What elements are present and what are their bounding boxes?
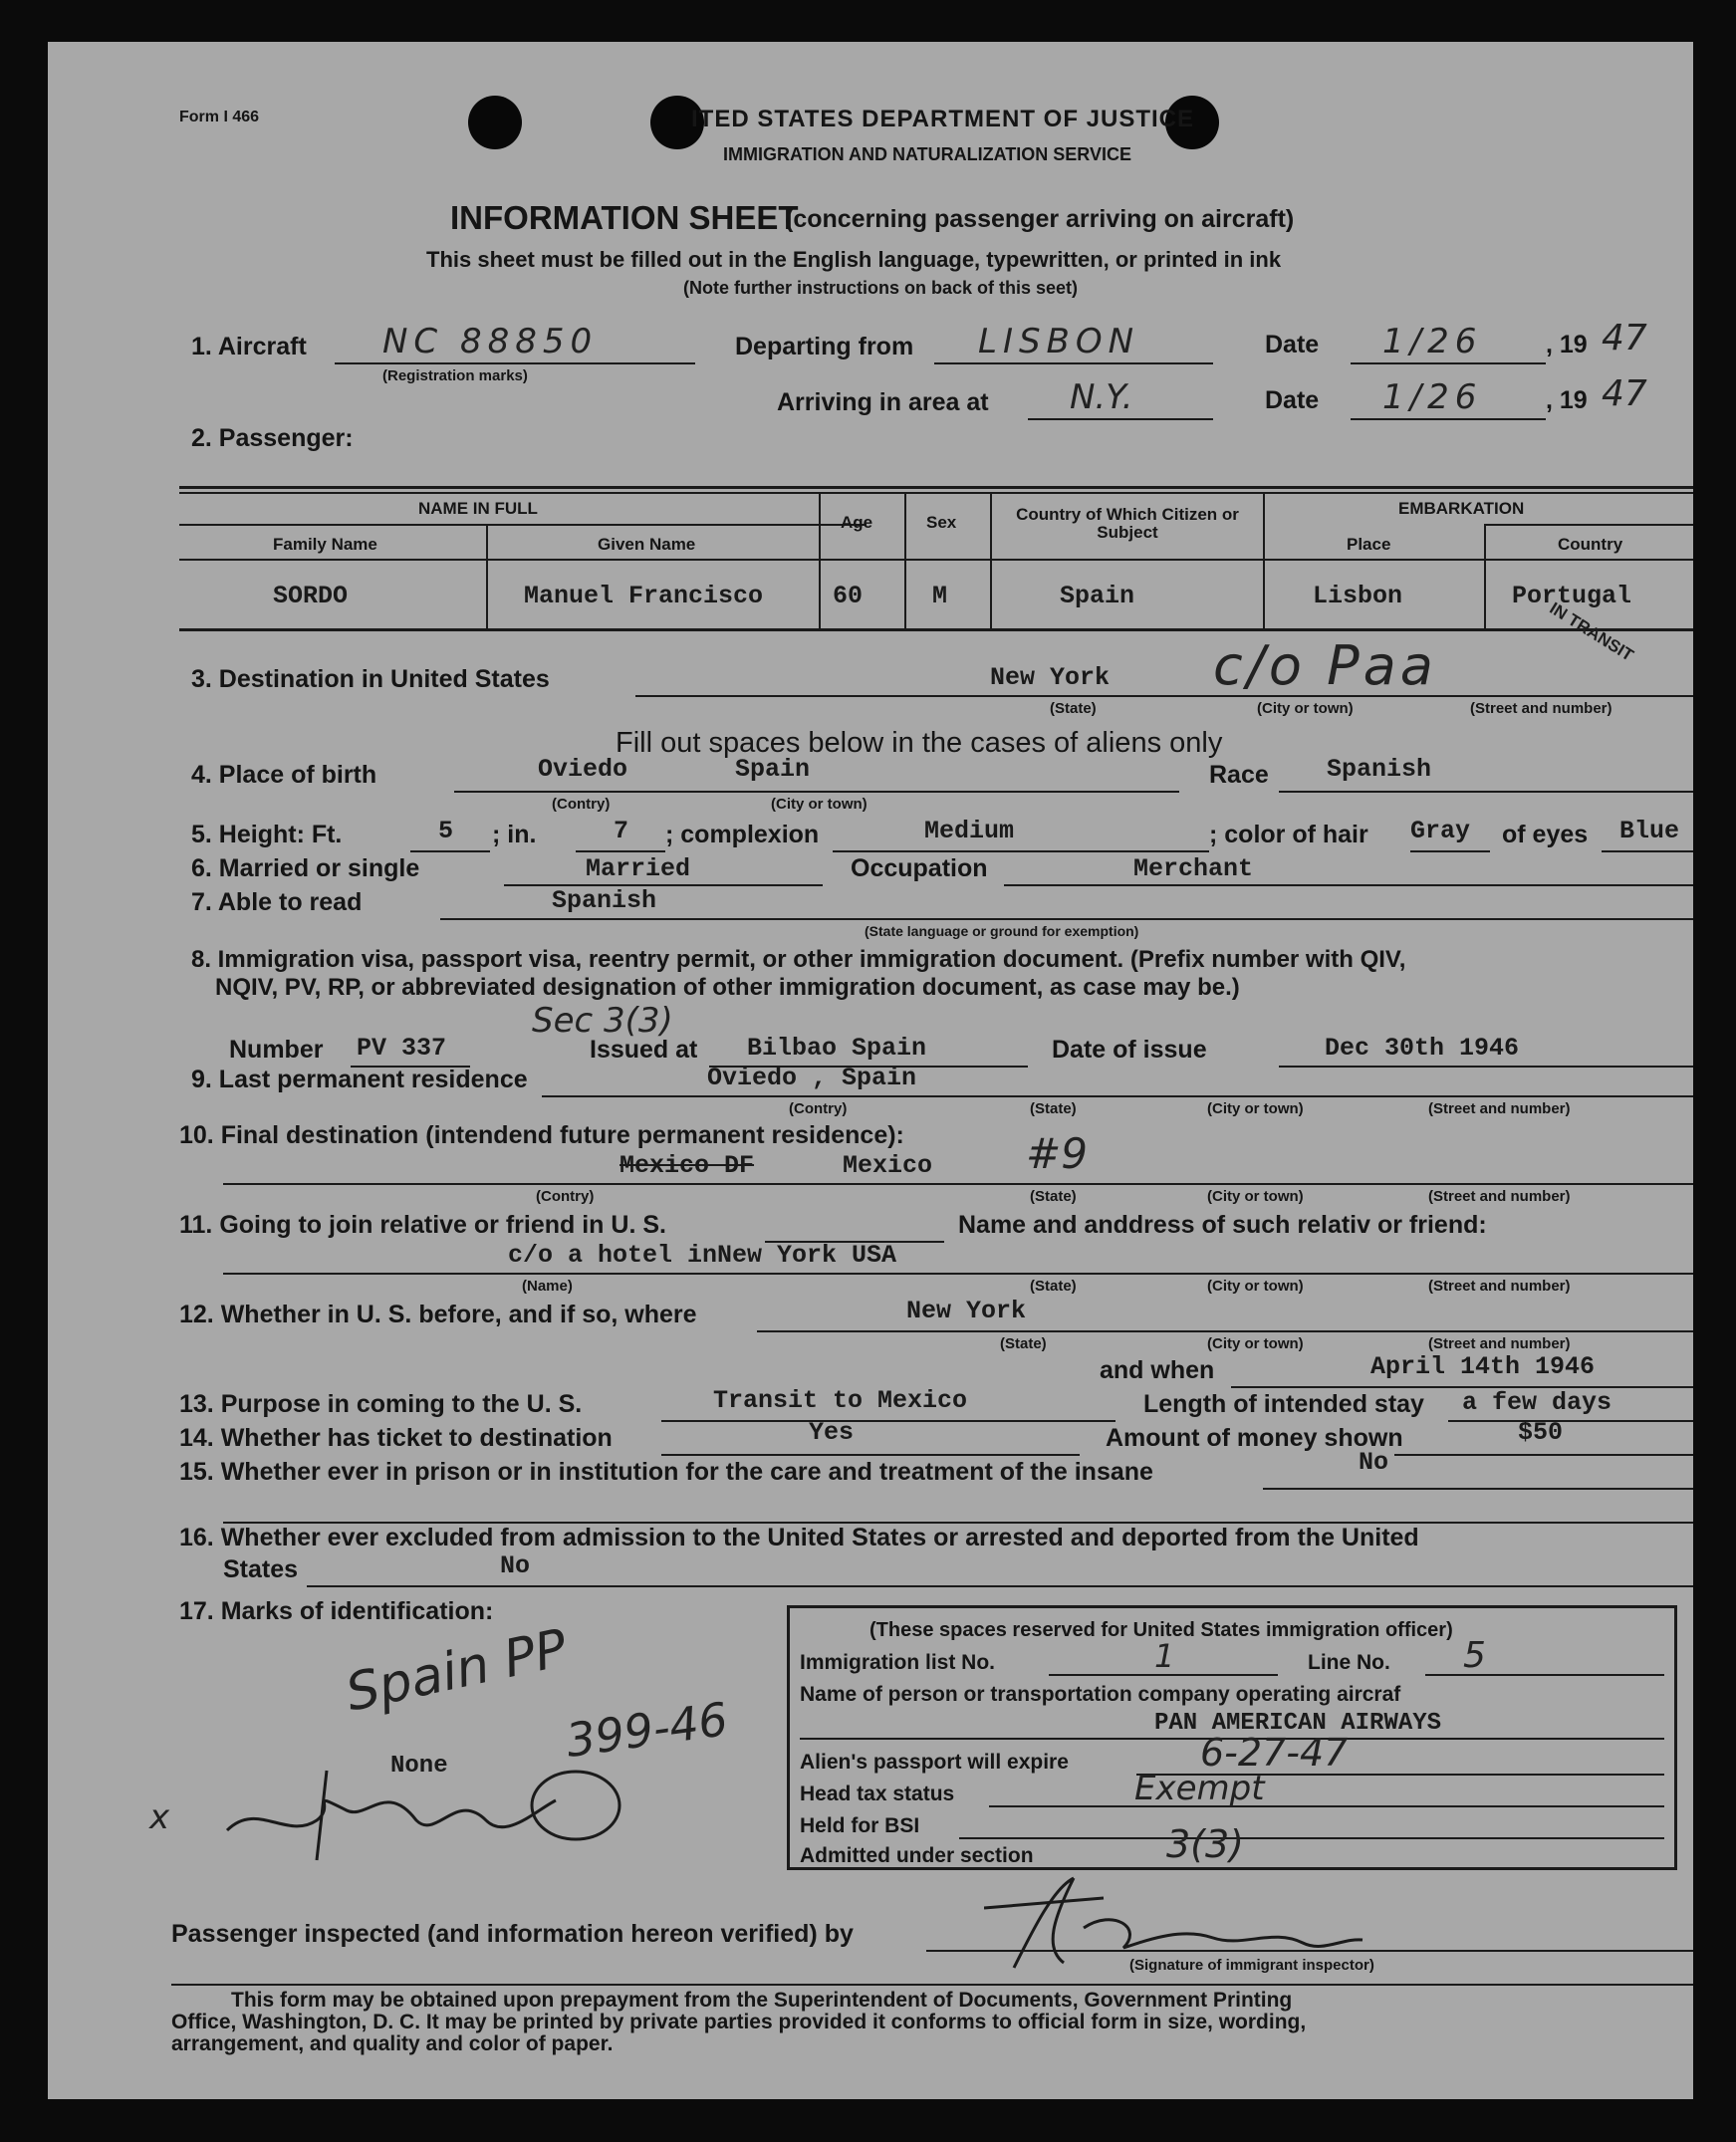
race-label: Race: [1209, 761, 1269, 789]
join-state-caption: (State): [1030, 1278, 1077, 1295]
final-destination-struck: Mexico DF: [620, 1151, 755, 1180]
bsi-label: Held for BSI: [800, 1814, 920, 1837]
join-name-caption: (Name): [522, 1278, 573, 1295]
aircraft-value: NC 88850: [382, 322, 599, 361]
occupation-label: Occupation: [851, 854, 988, 882]
before-label: 12. Whether in U. S. before, and if so, where: [179, 1301, 697, 1328]
hair-label: ; color of hair: [1209, 821, 1368, 848]
departing-label: Departing from: [735, 333, 914, 360]
carrier-label: Name of person or transportation company operating aircraf: [800, 1683, 1401, 1706]
officer-box: [787, 1605, 1677, 1870]
visa-date-value: Dec 30th 1946: [1325, 1034, 1520, 1063]
visa-line1: 8. Immigration visa, passport visa, reentry permit, or other immigration document. (Prefix number with QIV,: [191, 946, 1406, 973]
marks-hand2: 399-46: [563, 1691, 731, 1769]
embark-country-value: Portugal: [1512, 582, 1632, 610]
before-state-caption: (State): [1000, 1335, 1047, 1352]
birth-country-value: Oviedo: [538, 755, 628, 784]
header-sex: Sex: [926, 513, 957, 532]
embark-place-value: Lisbon: [1313, 582, 1403, 610]
note-text: (Note further instructions on back of this seet): [683, 278, 1079, 298]
date2-label: Date: [1265, 386, 1320, 414]
final-destination-value: Mexico: [843, 1151, 933, 1180]
registration-caption: (Registration marks): [382, 367, 528, 384]
sex-value: M: [932, 582, 948, 610]
destination-state-value: New York: [990, 663, 1111, 692]
destination-city-caption: (City or town): [1257, 700, 1354, 717]
line-label: Line No.: [1308, 1651, 1390, 1674]
excluded-line1: 16. Whether ever excluded from admission to the United States or arrested and deported from the United: [179, 1524, 1419, 1551]
occupation-value: Merchant: [1133, 854, 1254, 883]
married-value: Married: [586, 854, 691, 883]
passenger-signature: [217, 1751, 635, 1870]
date1-value: 1/26: [1382, 322, 1483, 361]
passport-expire-label: Alien's passport will expire: [800, 1751, 1069, 1774]
arriving-value: N.Y.: [1070, 377, 1133, 417]
visa-number-value: PV 337: [357, 1034, 447, 1063]
read-label: 7. Able to read: [191, 888, 363, 916]
birth-city-value: Spain: [735, 755, 811, 784]
header-citizen: Country of Which Citizen or Subject: [1016, 505, 1239, 542]
money-label: Amount of money shown: [1106, 1424, 1403, 1452]
age-value: 60: [833, 582, 864, 610]
visa-issued-label: Issued at: [590, 1036, 698, 1064]
departing-value: LISBON: [978, 322, 1140, 361]
final-destination-label: 10. Final destination (intendend future permanent residence):: [179, 1121, 904, 1149]
visa-issued-value: Bilbao Spain: [747, 1034, 927, 1063]
stay-label: Length of intended stay: [1143, 1390, 1424, 1418]
aircraft-label: 1. Aircraft: [191, 333, 307, 360]
complexion-label: ; complexion: [665, 821, 820, 848]
prison-value: No: [1359, 1448, 1389, 1477]
height-in-value: 7: [614, 817, 629, 845]
destination-city-value: c/o Paa: [1213, 634, 1437, 697]
race-value: Spanish: [1327, 755, 1432, 784]
residence-city-caption: (City or town): [1207, 1100, 1304, 1117]
height-ft-value: 5: [438, 817, 454, 845]
passport-expire-value: 6-27-47: [1200, 1731, 1349, 1775]
tax-label: Head tax status: [800, 1783, 955, 1805]
join-city-caption: (City or town): [1207, 1278, 1304, 1295]
service-name: IMMIGRATION AND NATURALIZATION SERVICE: [723, 144, 1131, 164]
join-label: 11. Going to join relative or friend in U. S.: [179, 1211, 666, 1239]
visa-number-label: Number: [229, 1036, 324, 1064]
inspection-label: Passenger inspected (and information hereon verified) by: [171, 1920, 854, 1948]
section-value: 3(3): [1166, 1822, 1245, 1866]
final-country-caption: (Contry): [536, 1188, 595, 1205]
section-label: Admitted under section: [800, 1844, 1034, 1867]
inspector-caption: (Signature of immigrant inspector): [1129, 1957, 1374, 1974]
purpose-value: Transit to Mexico: [713, 1386, 968, 1415]
footer-line3: arrangement, and quality and color of paper.: [171, 2032, 614, 2055]
join-street-caption: (Street and number): [1428, 1278, 1571, 1295]
passenger-label: 2. Passenger:: [191, 424, 354, 452]
header-embarkation: EMBARKATION: [1398, 499, 1525, 518]
residence-country-caption: (Contry): [789, 1100, 848, 1117]
year1-value: 47: [1602, 318, 1647, 358]
officer-heading: (These spaces reserved for United States immigration officer): [869, 1619, 1453, 1641]
date2-value: 1/26: [1382, 377, 1483, 417]
punch-hole: [468, 96, 522, 149]
department-name: ITED STATES DEPARTMENT OF JUSTICE: [691, 106, 1195, 132]
marks-x: x: [149, 1797, 170, 1837]
visa-line2: NQIV, PV, RP, or abbreviated designation of other immigration document, as case may be.): [215, 974, 1240, 1001]
list-value: 1: [1154, 1637, 1175, 1675]
header-country: Country: [1558, 535, 1623, 554]
height-in-label: ; in.: [492, 821, 537, 848]
destination-street-caption: (Street and number): [1470, 700, 1612, 717]
ticket-value: Yes: [809, 1418, 855, 1447]
ticket-label: 14. Whether has ticket to destination: [179, 1424, 613, 1452]
tax-value: Exempt: [1134, 1769, 1265, 1808]
money-value: $50: [1518, 1418, 1564, 1447]
residence-state-caption: (State): [1030, 1100, 1077, 1117]
destination-label: 3. Destination in United States: [191, 665, 550, 693]
header-name-in-full: NAME IN FULL: [418, 499, 538, 518]
year2-value: 47: [1602, 373, 1647, 414]
complexion-value: Medium: [924, 817, 1015, 845]
form-title: INFORMATION SHEET: [450, 199, 799, 236]
excluded-value: No: [500, 1551, 531, 1580]
join-right-label: Name and anddress of such relativ or friend:: [958, 1211, 1487, 1239]
join-value: c/o a hotel inNew York USA: [508, 1241, 897, 1270]
final-street-caption: (Street and number): [1428, 1188, 1571, 1205]
height-label: 5. Height: Ft.: [191, 821, 343, 848]
carrier-value: PAN AMERICAN AIRWAYS: [1154, 1710, 1442, 1737]
read-caption: (State language or ground for exemption): [865, 923, 1139, 939]
marks-hand1: Spain PP: [341, 1618, 573, 1724]
prison-label: 15. Whether ever in prison or in institution for the care and treatment of the insane: [179, 1458, 1153, 1486]
aliens-note: Fill out spaces below in the cases of aliens only: [616, 727, 1223, 759]
purpose-label: 13. Purpose in coming to the U. S.: [179, 1390, 583, 1418]
residence-street-caption: (Street and number): [1428, 1100, 1571, 1117]
form-number: Form I 466: [179, 109, 260, 125]
marks-label: 17. Marks of identification:: [179, 1597, 494, 1625]
citizen-value: Spain: [1060, 582, 1135, 610]
when-label: and when: [1100, 1356, 1215, 1384]
date1-label: Date: [1265, 331, 1320, 358]
header-family-name: Family Name: [273, 535, 377, 554]
year2-prefix: , 19: [1546, 386, 1588, 414]
header-age: Age: [841, 513, 873, 532]
line-value: 5: [1463, 1635, 1486, 1676]
header-given-name: Given Name: [598, 535, 696, 554]
header-place: Place: [1347, 535, 1391, 554]
footer-line1: This form may be obtained upon prepayment from the Superintendent of Documents, Government Printing: [231, 1989, 1293, 2012]
instruction-text: This sheet must be filled out in the English language, typewritten, or printed in ink: [426, 247, 1282, 272]
visa-annotation: Sec 3(3): [532, 1001, 673, 1041]
year1-prefix: , 19: [1546, 331, 1588, 358]
visa-date-label: Date of issue: [1052, 1036, 1207, 1064]
married-label: 6. Married or single: [191, 854, 420, 882]
destination-state-caption: (State): [1050, 700, 1097, 717]
birth-label: 4. Place of birth: [191, 761, 377, 789]
birth-city-caption: (City or town): [771, 796, 868, 813]
hair-value: Gray: [1410, 817, 1471, 845]
eyes-value: Blue: [1619, 817, 1680, 845]
birth-country-caption: (Contry): [552, 796, 611, 813]
before-city-caption: (City or town): [1207, 1335, 1304, 1352]
before-street-caption: (Street and number): [1428, 1335, 1571, 1352]
final-destination-hand: #9: [1026, 1129, 1088, 1178]
final-state-caption: (State): [1030, 1188, 1077, 1205]
footer-line2: Office, Washington, D. C. It may be printed by private parties provided it conforms to official form in size, wording,: [171, 2011, 1307, 2033]
marks-value: None: [390, 1753, 448, 1780]
residence-label: 9. Last permanent residence: [191, 1066, 528, 1093]
given-name-value: Manuel Francisco: [524, 582, 764, 610]
when-value: April 14th 1946: [1370, 1352, 1596, 1381]
stay-value: a few days: [1462, 1388, 1612, 1417]
excluded-line2: States: [223, 1555, 299, 1583]
arriving-label: Arriving in area at: [777, 388, 989, 416]
before-value: New York: [906, 1297, 1027, 1325]
transit-stamp: IN TRANSIT: [1546, 598, 1637, 665]
residence-value: Oviedo , Spain: [707, 1064, 917, 1092]
form-sheet: [48, 42, 1693, 2099]
final-city-caption: (City or town): [1207, 1188, 1304, 1205]
form-subtitle: (concerning passenger arriving on aircraft): [785, 205, 1295, 233]
list-label: Immigration list No.: [800, 1651, 996, 1674]
family-name-value: SORDO: [273, 582, 349, 610]
read-value: Spanish: [552, 886, 657, 915]
eyes-label: of eyes: [1502, 821, 1589, 848]
